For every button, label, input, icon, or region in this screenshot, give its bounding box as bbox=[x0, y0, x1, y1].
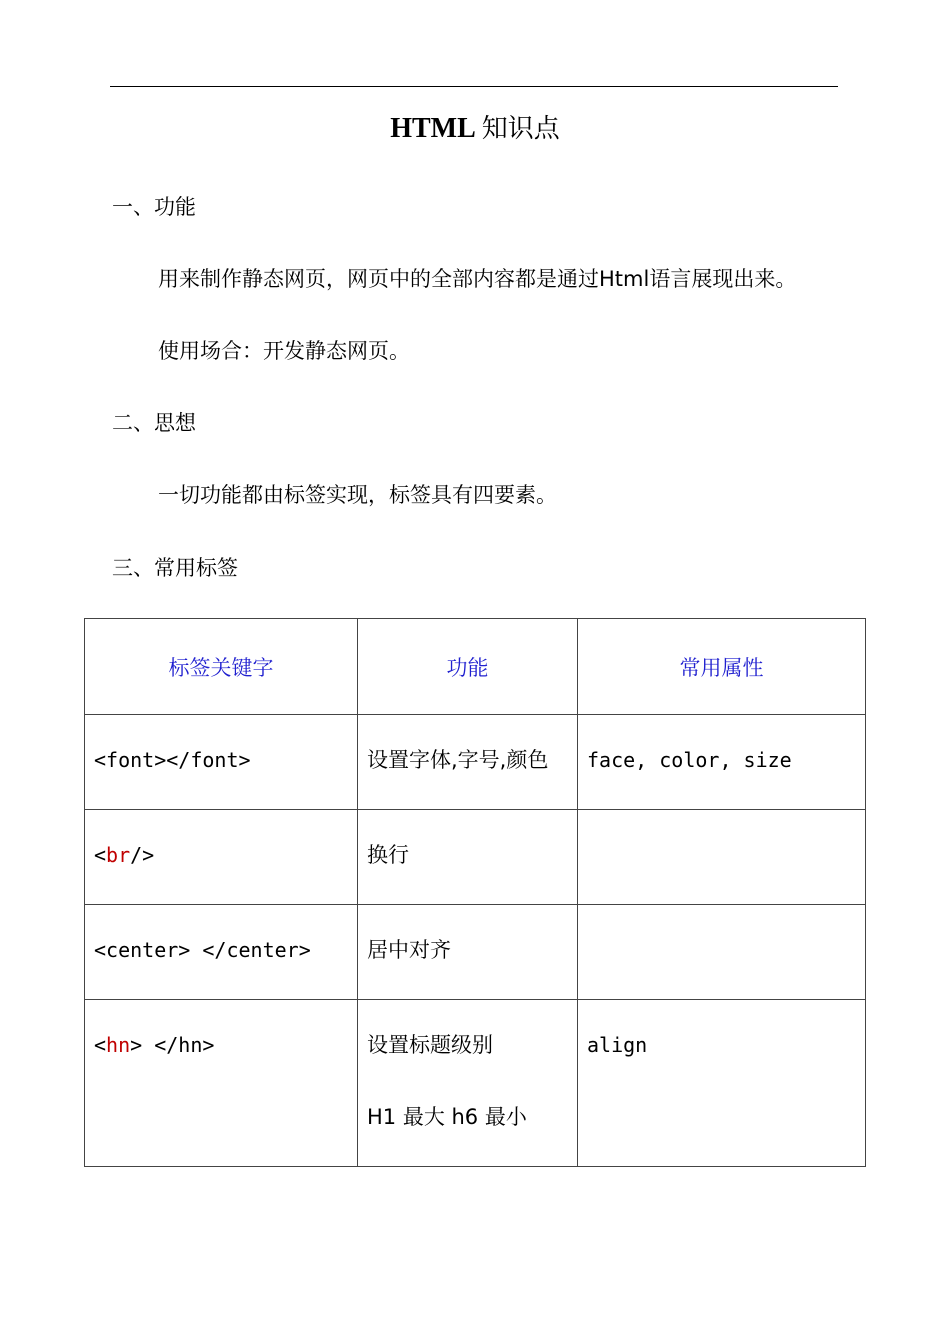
attributes-cell bbox=[578, 810, 866, 905]
section-heading-common-tags: 三、常用标签 bbox=[112, 556, 238, 580]
table-row-hn bbox=[85, 1000, 866, 1167]
paragraph-function-description: 用来制作静态网页，网页中的全部内容都是通过Html语言展现出来。 bbox=[158, 267, 797, 291]
tag-name: font bbox=[106, 748, 155, 772]
attributes-cell bbox=[578, 1000, 866, 1167]
column-header-common-attributes: 常用属性 bbox=[578, 619, 866, 715]
attributes-text: align bbox=[587, 1033, 648, 1057]
tag-keyword-cell bbox=[85, 715, 358, 810]
tag-rest: > </center> bbox=[178, 938, 311, 962]
attributes-text: face, color, size bbox=[587, 748, 792, 772]
function-text: 设置字体,字号,颜色 bbox=[367, 748, 549, 772]
tag-open-bracket: < bbox=[94, 1033, 107, 1057]
tag-rest: > </hn> bbox=[130, 1033, 215, 1057]
tag-rest: ></font> bbox=[154, 748, 251, 772]
attributes-cell bbox=[578, 905, 866, 1000]
tag-open-bracket: < bbox=[94, 748, 107, 772]
table-row-br bbox=[85, 810, 866, 905]
table-row-font bbox=[85, 715, 866, 810]
document-title bbox=[0, 111, 950, 147]
attributes-text bbox=[578, 810, 865, 840]
column-header-function: 功能 bbox=[358, 619, 578, 715]
column-header-tag-keyword: 标签关键字 bbox=[85, 619, 358, 715]
function-cell bbox=[358, 905, 578, 1000]
header-rule bbox=[110, 86, 838, 87]
function-text: 设置标题级别 bbox=[367, 1033, 493, 1057]
tag-name: br bbox=[106, 843, 131, 867]
tag-keyword-cell bbox=[85, 905, 358, 1000]
function-text: 居中对齐 bbox=[367, 938, 451, 962]
table-header-row bbox=[85, 619, 866, 715]
paragraph-usage-scenario: 使用场合：开发静态网页。 bbox=[158, 339, 410, 363]
tag-keyword-cell bbox=[85, 810, 358, 905]
section-heading-idea: 二、思想 bbox=[112, 411, 196, 435]
tag-open-bracket: < bbox=[94, 843, 107, 867]
document-title-latin: HTML bbox=[390, 113, 476, 144]
function-text-secondary: H1 最大 h6 最小 bbox=[367, 1105, 527, 1129]
function-cell bbox=[358, 1000, 578, 1167]
paragraph-idea-description: 一切功能都由标签实现，标签具有四要素。 bbox=[158, 483, 557, 507]
common-tags-table bbox=[84, 618, 866, 1167]
tag-rest: /> bbox=[130, 843, 155, 867]
attributes-cell bbox=[578, 715, 866, 810]
tag-keyword-cell bbox=[85, 1000, 358, 1167]
tag-name: hn bbox=[106, 1033, 131, 1057]
tag-name: center bbox=[106, 938, 179, 962]
function-text: 换行 bbox=[367, 843, 409, 867]
function-cell bbox=[358, 810, 578, 905]
table-row-center bbox=[85, 905, 866, 1000]
function-cell bbox=[358, 715, 578, 810]
attributes-text bbox=[578, 905, 865, 935]
tag-open-bracket: < bbox=[94, 938, 107, 962]
document-title-cjk: 知识点 bbox=[481, 114, 560, 144]
section-heading-function: 一、功能 bbox=[112, 195, 196, 219]
